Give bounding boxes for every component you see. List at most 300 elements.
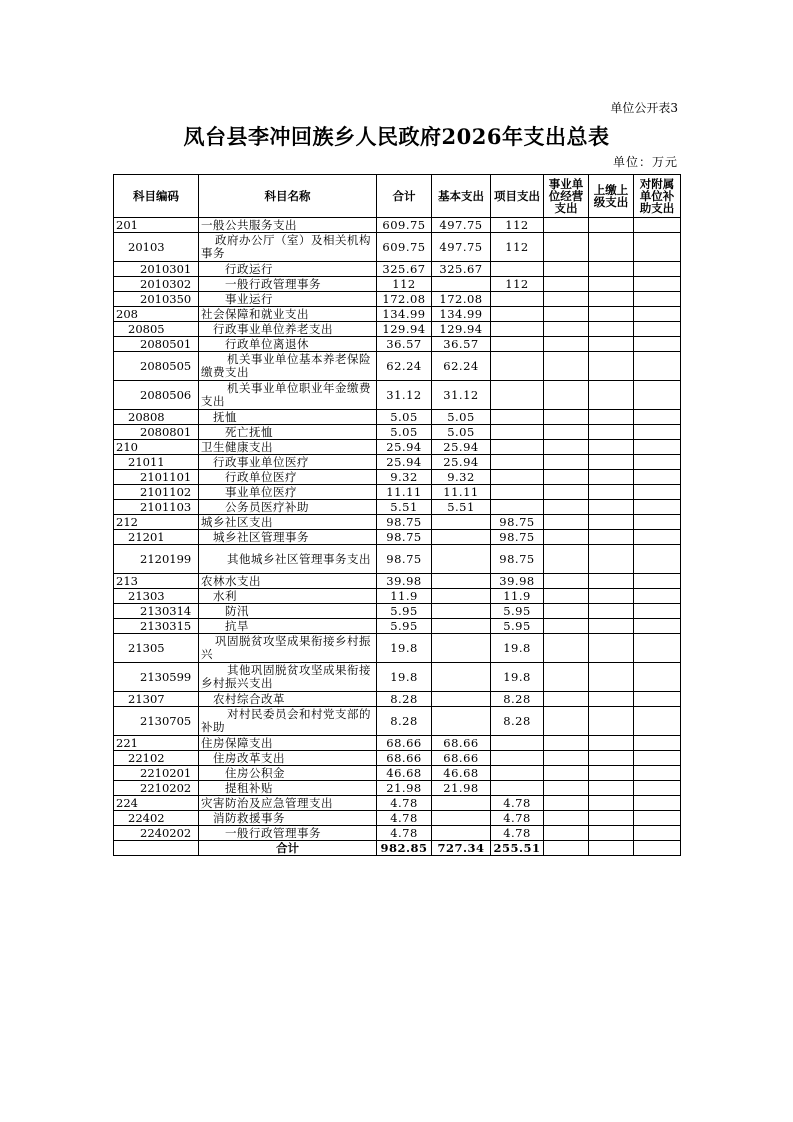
column-header-total: 合计 bbox=[377, 175, 432, 218]
code-cell: 2010302 bbox=[114, 277, 199, 292]
upper-cell bbox=[589, 619, 634, 634]
subsidy-cell bbox=[634, 781, 681, 796]
upper-cell bbox=[589, 307, 634, 322]
code-cell: 2240202 bbox=[114, 826, 199, 841]
code-cell: 210 bbox=[114, 440, 199, 455]
project-cell bbox=[491, 307, 544, 322]
table-row bbox=[114, 425, 681, 440]
basic-cell: 134.99 bbox=[432, 307, 491, 322]
total-cell: 609.75 bbox=[377, 233, 432, 262]
upper-cell bbox=[589, 751, 634, 766]
business-cell bbox=[544, 604, 589, 619]
subsidy-cell bbox=[634, 455, 681, 470]
total-cell: 98.75 bbox=[377, 530, 432, 545]
code-cell: 2130315 bbox=[114, 619, 199, 634]
subsidy-cell bbox=[634, 530, 681, 545]
subsidy-cell bbox=[634, 277, 681, 292]
table-row bbox=[114, 589, 681, 604]
subsidy-cell bbox=[634, 500, 681, 515]
project-cell: 98.75 bbox=[491, 515, 544, 530]
basic-cell: 172.08 bbox=[432, 292, 491, 307]
business-cell bbox=[544, 736, 589, 751]
unit-label: 单位：万元 bbox=[612, 155, 678, 169]
total-cell: 9.32 bbox=[377, 470, 432, 485]
name-cell: 事业单位医疗 bbox=[199, 485, 377, 500]
code-cell: 2101101 bbox=[114, 470, 199, 485]
basic-cell bbox=[432, 634, 491, 663]
name-cell: 机关事业单位基本养老保险缴费支出 bbox=[199, 352, 377, 381]
total-cell: 68.66 bbox=[377, 751, 432, 766]
code-cell: 2130705 bbox=[114, 707, 199, 736]
basic-cell: 9.32 bbox=[432, 470, 491, 485]
name-cell: 社会保障和就业支出 bbox=[199, 307, 377, 322]
upper-cell bbox=[589, 470, 634, 485]
code-cell: 20805 bbox=[114, 322, 199, 337]
basic-cell: 25.94 bbox=[432, 440, 491, 455]
table-row bbox=[114, 634, 681, 663]
total-cell: 98.75 bbox=[377, 515, 432, 530]
table-row bbox=[114, 233, 681, 262]
basic-cell bbox=[432, 545, 491, 574]
business-cell bbox=[544, 707, 589, 736]
total-cell: 46.68 bbox=[377, 766, 432, 781]
total-cell: 609.75 bbox=[377, 218, 432, 233]
total-subsidy bbox=[634, 841, 681, 856]
basic-cell: 129.94 bbox=[432, 322, 491, 337]
code-cell: 2080501 bbox=[114, 337, 199, 352]
total-total: 982.85 bbox=[377, 841, 432, 856]
subsidy-cell bbox=[634, 796, 681, 811]
table-row bbox=[114, 515, 681, 530]
total-cell: 5.05 bbox=[377, 410, 432, 425]
code-cell: 2101102 bbox=[114, 485, 199, 500]
business-cell bbox=[544, 781, 589, 796]
name-cell: 行政运行 bbox=[199, 262, 377, 277]
code-cell: 201 bbox=[114, 218, 199, 233]
business-cell bbox=[544, 589, 589, 604]
table-row bbox=[114, 455, 681, 470]
subsidy-cell bbox=[634, 440, 681, 455]
upper-cell bbox=[589, 826, 634, 841]
upper-cell bbox=[589, 277, 634, 292]
total-basic: 727.34 bbox=[432, 841, 491, 856]
upper-cell bbox=[589, 381, 634, 410]
total-cell: 68.66 bbox=[377, 736, 432, 751]
code-cell: 2130599 bbox=[114, 663, 199, 692]
business-cell bbox=[544, 500, 589, 515]
subsidy-cell bbox=[634, 337, 681, 352]
name-cell: 卫生健康支出 bbox=[199, 440, 377, 455]
subsidy-cell bbox=[634, 515, 681, 530]
upper-cell bbox=[589, 440, 634, 455]
basic-cell bbox=[432, 574, 491, 589]
business-cell bbox=[544, 634, 589, 663]
basic-cell: 31.12 bbox=[432, 381, 491, 410]
code-cell: 21305 bbox=[114, 634, 199, 663]
code-cell: 2080801 bbox=[114, 425, 199, 440]
subsidy-cell bbox=[634, 381, 681, 410]
upper-cell bbox=[589, 292, 634, 307]
name-cell: 其他城乡社区管理事务支出 bbox=[199, 545, 377, 574]
code-cell: 213 bbox=[114, 574, 199, 589]
name-cell: 一般公共服务支出 bbox=[199, 218, 377, 233]
business-cell bbox=[544, 796, 589, 811]
project-cell bbox=[491, 262, 544, 277]
total-cell: 19.8 bbox=[377, 663, 432, 692]
basic-cell bbox=[432, 619, 491, 634]
total-cell: 4.78 bbox=[377, 811, 432, 826]
total-cell: 8.28 bbox=[377, 692, 432, 707]
subsidy-cell bbox=[634, 322, 681, 337]
total-cell: 325.67 bbox=[377, 262, 432, 277]
subsidy-cell bbox=[634, 589, 681, 604]
upper-cell bbox=[589, 485, 634, 500]
total-cell: 25.94 bbox=[377, 455, 432, 470]
code-cell: 2130314 bbox=[114, 604, 199, 619]
upper-cell bbox=[589, 233, 634, 262]
name-cell: 农林水支出 bbox=[199, 574, 377, 589]
basic-cell bbox=[432, 663, 491, 692]
name-cell: 住房改革支出 bbox=[199, 751, 377, 766]
code-cell: 2120199 bbox=[114, 545, 199, 574]
total-cell: 39.98 bbox=[377, 574, 432, 589]
total-cell: 112 bbox=[377, 277, 432, 292]
project-cell bbox=[491, 337, 544, 352]
upper-cell bbox=[589, 500, 634, 515]
project-cell: 8.28 bbox=[491, 692, 544, 707]
subsidy-cell bbox=[634, 811, 681, 826]
name-cell: 事业运行 bbox=[199, 292, 377, 307]
business-cell bbox=[544, 381, 589, 410]
business-cell bbox=[544, 337, 589, 352]
business-cell bbox=[544, 352, 589, 381]
subsidy-cell bbox=[634, 410, 681, 425]
project-cell bbox=[491, 766, 544, 781]
name-cell: 住房公积金 bbox=[199, 766, 377, 781]
total-code-cell bbox=[114, 841, 199, 856]
business-cell bbox=[544, 277, 589, 292]
basic-cell: 21.98 bbox=[432, 781, 491, 796]
table-row bbox=[114, 766, 681, 781]
basic-cell bbox=[432, 811, 491, 826]
basic-cell bbox=[432, 826, 491, 841]
basic-cell: 11.11 bbox=[432, 485, 491, 500]
total-project: 255.51 bbox=[491, 841, 544, 856]
basic-cell bbox=[432, 796, 491, 811]
table-row bbox=[114, 530, 681, 545]
upper-cell bbox=[589, 574, 634, 589]
business-cell bbox=[544, 545, 589, 574]
name-cell: 公务员医疗补助 bbox=[199, 500, 377, 515]
table-row bbox=[114, 410, 681, 425]
upper-cell bbox=[589, 796, 634, 811]
table-row bbox=[114, 574, 681, 589]
basic-cell: 5.51 bbox=[432, 500, 491, 515]
total-cell: 25.94 bbox=[377, 440, 432, 455]
code-cell: 2080506 bbox=[114, 381, 199, 410]
project-cell bbox=[491, 781, 544, 796]
project-cell bbox=[491, 751, 544, 766]
column-header-business: 事业单位经营支出 bbox=[544, 175, 589, 218]
upper-cell bbox=[589, 545, 634, 574]
total-cell: 4.78 bbox=[377, 826, 432, 841]
upper-cell bbox=[589, 515, 634, 530]
name-cell: 抚恤 bbox=[199, 410, 377, 425]
name-cell: 农村综合改革 bbox=[199, 692, 377, 707]
basic-cell bbox=[432, 707, 491, 736]
project-cell bbox=[491, 455, 544, 470]
table-row bbox=[114, 381, 681, 410]
subsidy-cell bbox=[634, 352, 681, 381]
basic-cell bbox=[432, 692, 491, 707]
project-cell bbox=[491, 381, 544, 410]
basic-cell: 36.57 bbox=[432, 337, 491, 352]
name-cell: 一般行政管理事务 bbox=[199, 826, 377, 841]
column-header-code: 科目编码 bbox=[114, 175, 199, 218]
project-cell: 98.75 bbox=[491, 545, 544, 574]
subsidy-cell bbox=[634, 692, 681, 707]
project-cell: 4.78 bbox=[491, 796, 544, 811]
total-cell: 36.57 bbox=[377, 337, 432, 352]
business-cell bbox=[544, 307, 589, 322]
total-cell: 19.8 bbox=[377, 634, 432, 663]
basic-cell bbox=[432, 515, 491, 530]
name-cell: 行政单位离退休 bbox=[199, 337, 377, 352]
business-cell bbox=[544, 292, 589, 307]
project-cell bbox=[491, 736, 544, 751]
upper-cell bbox=[589, 634, 634, 663]
name-cell: 城乡社区支出 bbox=[199, 515, 377, 530]
business-cell bbox=[544, 619, 589, 634]
total-cell: 5.95 bbox=[377, 619, 432, 634]
subsidy-cell bbox=[634, 307, 681, 322]
code-cell: 224 bbox=[114, 796, 199, 811]
table-row bbox=[114, 485, 681, 500]
code-cell: 21307 bbox=[114, 692, 199, 707]
name-cell: 巩固脱贫攻坚成果衔接乡村振兴 bbox=[199, 634, 377, 663]
subsidy-cell bbox=[634, 736, 681, 751]
upper-cell bbox=[589, 811, 634, 826]
upper-cell bbox=[589, 781, 634, 796]
table-row bbox=[114, 781, 681, 796]
total-row bbox=[114, 841, 681, 856]
code-cell: 2210202 bbox=[114, 781, 199, 796]
basic-cell: 5.05 bbox=[432, 425, 491, 440]
project-cell: 98.75 bbox=[491, 530, 544, 545]
table-row bbox=[114, 707, 681, 736]
total-cell: 21.98 bbox=[377, 781, 432, 796]
subsidy-cell bbox=[634, 218, 681, 233]
project-cell: 112 bbox=[491, 218, 544, 233]
table-row bbox=[114, 545, 681, 574]
basic-cell: 497.75 bbox=[432, 218, 491, 233]
column-header-project: 项目支出 bbox=[491, 175, 544, 218]
name-cell: 提租补贴 bbox=[199, 781, 377, 796]
code-cell: 21303 bbox=[114, 589, 199, 604]
total-business bbox=[544, 841, 589, 856]
name-cell: 住房保障支出 bbox=[199, 736, 377, 751]
name-cell: 灾害防治及应急管理支出 bbox=[199, 796, 377, 811]
table-row bbox=[114, 307, 681, 322]
code-cell: 20808 bbox=[114, 410, 199, 425]
business-cell bbox=[544, 663, 589, 692]
upper-cell bbox=[589, 604, 634, 619]
name-cell: 行政事业单位医疗 bbox=[199, 455, 377, 470]
name-cell: 防汛 bbox=[199, 604, 377, 619]
subsidy-cell bbox=[634, 826, 681, 841]
name-cell: 城乡社区管理事务 bbox=[199, 530, 377, 545]
business-cell bbox=[544, 515, 589, 530]
project-cell: 19.8 bbox=[491, 634, 544, 663]
basic-cell: 46.68 bbox=[432, 766, 491, 781]
code-cell: 221 bbox=[114, 736, 199, 751]
upper-cell bbox=[589, 589, 634, 604]
column-header-upper: 上缴上级支出 bbox=[589, 175, 634, 218]
code-cell: 212 bbox=[114, 515, 199, 530]
upper-cell bbox=[589, 736, 634, 751]
subsidy-cell bbox=[634, 619, 681, 634]
total-cell: 5.51 bbox=[377, 500, 432, 515]
business-cell bbox=[544, 410, 589, 425]
business-cell bbox=[544, 530, 589, 545]
subsidy-cell bbox=[634, 470, 681, 485]
upper-cell bbox=[589, 425, 634, 440]
total-cell: 31.12 bbox=[377, 381, 432, 410]
subsidy-cell bbox=[634, 604, 681, 619]
subsidy-cell bbox=[634, 766, 681, 781]
upper-cell bbox=[589, 692, 634, 707]
project-cell: 5.95 bbox=[491, 604, 544, 619]
project-cell: 112 bbox=[491, 277, 544, 292]
basic-cell: 5.05 bbox=[432, 410, 491, 425]
business-cell bbox=[544, 470, 589, 485]
name-cell: 机关事业单位职业年金缴费支出 bbox=[199, 381, 377, 410]
name-cell: 一般行政管理事务 bbox=[199, 277, 377, 292]
upper-cell bbox=[589, 663, 634, 692]
project-cell bbox=[491, 292, 544, 307]
business-cell bbox=[544, 485, 589, 500]
total-cell: 8.28 bbox=[377, 707, 432, 736]
table-row bbox=[114, 692, 681, 707]
total-cell: 172.08 bbox=[377, 292, 432, 307]
upper-cell bbox=[589, 455, 634, 470]
business-cell bbox=[544, 766, 589, 781]
project-cell bbox=[491, 425, 544, 440]
basic-cell bbox=[432, 589, 491, 604]
code-cell: 21201 bbox=[114, 530, 199, 545]
total-cell: 5.95 bbox=[377, 604, 432, 619]
subsidy-cell bbox=[634, 292, 681, 307]
name-cell: 政府办公厅（室）及相关机构事务 bbox=[199, 233, 377, 262]
name-cell: 对村民委员会和村党支部的补助 bbox=[199, 707, 377, 736]
business-cell bbox=[544, 692, 589, 707]
subsidy-cell bbox=[634, 751, 681, 766]
table-row bbox=[114, 322, 681, 337]
project-cell: 112 bbox=[491, 233, 544, 262]
table-row bbox=[114, 751, 681, 766]
project-cell: 4.78 bbox=[491, 811, 544, 826]
project-cell bbox=[491, 470, 544, 485]
table-row bbox=[114, 277, 681, 292]
name-cell: 抗旱 bbox=[199, 619, 377, 634]
table-row bbox=[114, 736, 681, 751]
project-cell: 11.9 bbox=[491, 589, 544, 604]
code-cell: 21011 bbox=[114, 455, 199, 470]
name-cell: 死亡抚恤 bbox=[199, 425, 377, 440]
project-cell bbox=[491, 322, 544, 337]
table-header-row bbox=[114, 175, 681, 218]
upper-cell bbox=[589, 352, 634, 381]
table-row bbox=[114, 796, 681, 811]
upper-cell bbox=[589, 337, 634, 352]
table-row bbox=[114, 292, 681, 307]
project-cell: 4.78 bbox=[491, 826, 544, 841]
upper-cell bbox=[589, 530, 634, 545]
subsidy-cell bbox=[634, 707, 681, 736]
table-row bbox=[114, 337, 681, 352]
column-header-name: 科目名称 bbox=[199, 175, 377, 218]
basic-cell: 325.67 bbox=[432, 262, 491, 277]
subsidy-cell bbox=[634, 574, 681, 589]
page-title: 凤台县李冲回族乡人民政府2026年支出总表 bbox=[183, 124, 610, 149]
name-cell: 其他巩固脱贫攻坚成果衔接乡村振兴支出 bbox=[199, 663, 377, 692]
total-cell: 11.9 bbox=[377, 589, 432, 604]
total-cell: 62.24 bbox=[377, 352, 432, 381]
code-cell: 2010350 bbox=[114, 292, 199, 307]
column-header-basic: 基本支出 bbox=[432, 175, 491, 218]
upper-cell bbox=[589, 707, 634, 736]
code-cell: 2101103 bbox=[114, 500, 199, 515]
project-cell bbox=[491, 485, 544, 500]
form-number: 单位公开表3 bbox=[610, 101, 678, 115]
subsidy-cell bbox=[634, 425, 681, 440]
table-row bbox=[114, 218, 681, 233]
column-header-subsidy: 对附属单位补助支出 bbox=[634, 175, 681, 218]
table-row bbox=[114, 470, 681, 485]
basic-cell bbox=[432, 604, 491, 619]
code-cell: 2210201 bbox=[114, 766, 199, 781]
table-row bbox=[114, 811, 681, 826]
upper-cell bbox=[589, 410, 634, 425]
total-cell: 4.78 bbox=[377, 796, 432, 811]
basic-cell: 68.66 bbox=[432, 736, 491, 751]
total-cell: 5.05 bbox=[377, 425, 432, 440]
project-cell: 5.95 bbox=[491, 619, 544, 634]
table-row bbox=[114, 440, 681, 455]
table-row bbox=[114, 500, 681, 515]
table-row bbox=[114, 619, 681, 634]
total-cell: 98.75 bbox=[377, 545, 432, 574]
code-cell: 20103 bbox=[114, 233, 199, 262]
business-cell bbox=[544, 262, 589, 277]
total-upper bbox=[589, 841, 634, 856]
code-cell: 22402 bbox=[114, 811, 199, 826]
basic-cell: 497.75 bbox=[432, 233, 491, 262]
code-cell: 208 bbox=[114, 307, 199, 322]
project-cell: 8.28 bbox=[491, 707, 544, 736]
business-cell bbox=[544, 826, 589, 841]
basic-cell: 25.94 bbox=[432, 455, 491, 470]
table-row bbox=[114, 262, 681, 277]
business-cell bbox=[544, 218, 589, 233]
subsidy-cell bbox=[634, 233, 681, 262]
name-cell: 水利 bbox=[199, 589, 377, 604]
table-row bbox=[114, 826, 681, 841]
subsidy-cell bbox=[634, 485, 681, 500]
total-cell: 134.99 bbox=[377, 307, 432, 322]
table-body bbox=[114, 218, 681, 841]
code-cell: 2010301 bbox=[114, 262, 199, 277]
